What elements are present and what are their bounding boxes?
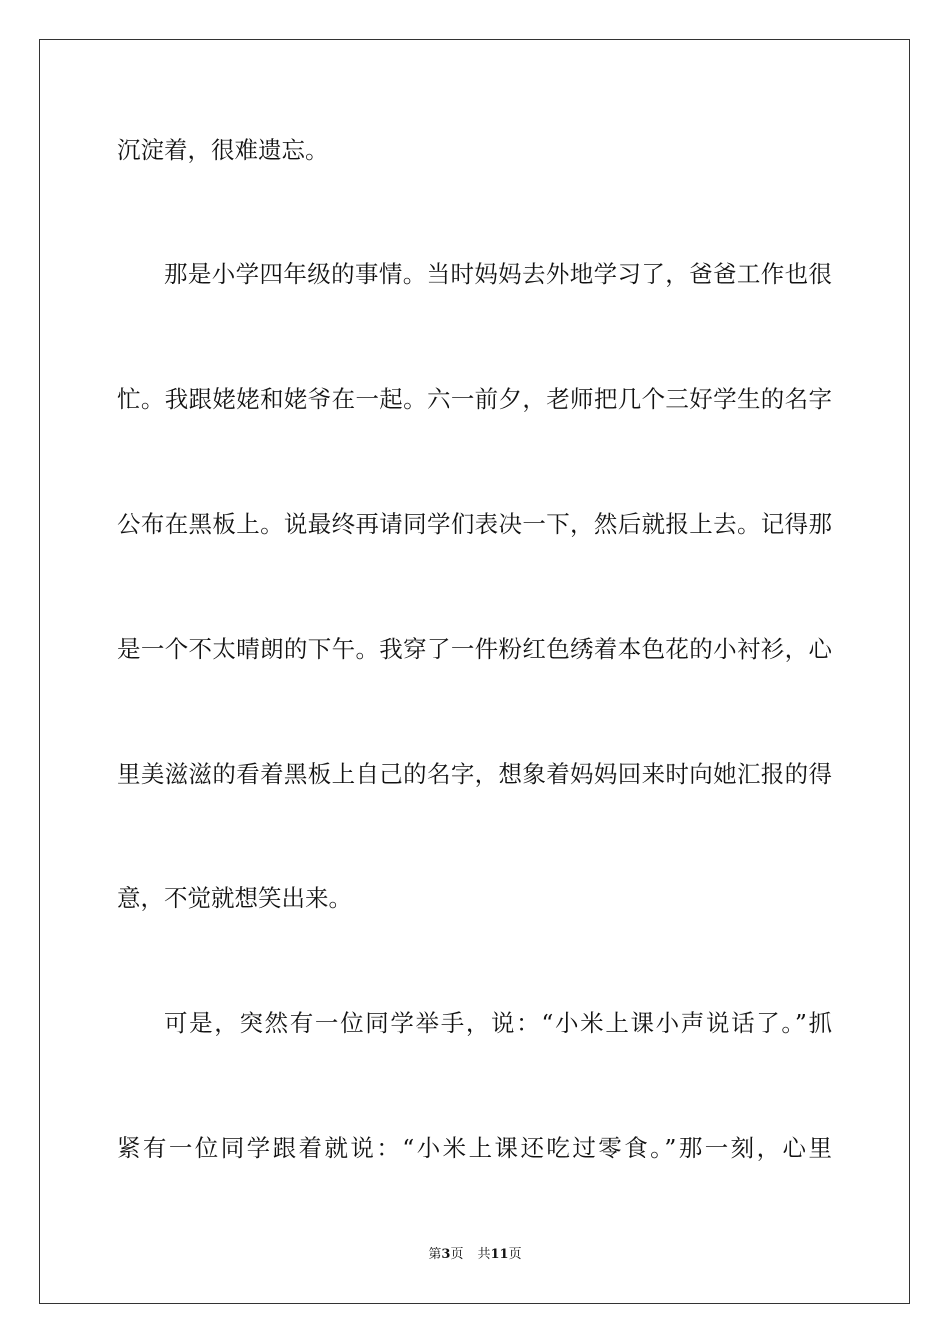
text-line: 是一个不太晴朗的下午。我穿了一件粉红色绣着本色花的小衬衫，心: [117, 635, 832, 663]
page-border: [39, 39, 910, 1304]
paragraph-first-line: 可是，突然有一位同学举手，说：“小米上课小声说话了。”抓: [164, 1009, 832, 1037]
total-prefix: 共: [477, 1247, 491, 1262]
total-pages: 11: [490, 1247, 509, 1262]
page-footer: [0, 1246, 950, 1264]
paragraph-first-line: 那是小学四年级的事情。当时妈妈去外地学习了，爸爸工作也很: [164, 260, 832, 288]
page-number: 3: [441, 1247, 451, 1262]
text-line: 沉淀着，很难遗忘。: [117, 136, 329, 164]
total-suffix: 页: [508, 1247, 522, 1262]
text-line: 忙。我跟姥姥和姥爷在一起。六一前夕，老师把几个三好学生的名字: [117, 385, 832, 413]
text-line: 紧有一位同学跟着就说：“小米上课还吃过零食。”那一刻，心里: [117, 1134, 832, 1162]
text-line: 里美滋滋的看着黑板上自己的名字，想象着妈妈回来时向她汇报的得: [117, 760, 832, 788]
text-line: 公布在黑板上。说最终再请同学们表决一下，然后就报上去。记得那: [117, 510, 832, 538]
page-prefix: 第: [428, 1247, 442, 1262]
text-line: 意，不觉就想笑出来。: [117, 884, 352, 912]
page-suffix: 页: [450, 1247, 464, 1262]
